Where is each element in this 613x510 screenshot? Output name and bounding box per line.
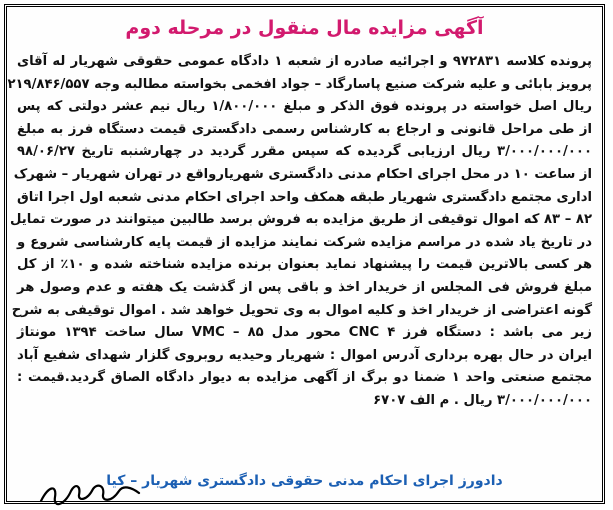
- notice-line-15: مجتمع صنعتی واحد ۱ ضمنا دو برگ از آگهی مزایده به دیوار دادگاه الصاق گردید.قیمت :: [17, 370, 592, 386]
- notice-line-1: پرونده کلاسه ۹۷۲۸۳۱ و اجرائیه صادره از شعبه ۱ دادگاه عمومی حقوقی شهریار له آقای: [17, 54, 592, 69]
- notice-line-4: از طی مراحل قانونی و ارجاع به کارشناس رسمی دادگستری قیمت دستگاه فرز به مبلغ: [17, 121, 592, 137]
- notice-title: آگهی مزایده مال منقول در مرحله دوم: [125, 17, 484, 39]
- notice-signature: دادورز اجرای احکام مدنی حقوقی دادگستری شهریار – کیا: [106, 473, 503, 489]
- notice-line-5: ۳/۰۰۰/۰۰۰/۰۰۰ ریال ارزیابی گردیده که سپس مقرر گردید در چهارشنبه تاریخ ۹۸/۰۶/۲۷: [17, 144, 592, 160]
- notice-line-16: ۳/۰۰۰/۰۰۰/۰۰۰ ریال . م الف ۶۷۰۷: [373, 392, 592, 408]
- handwritten-signature: [35, 479, 145, 507]
- notice-line-9: در تاریخ یاد شده در مراسم مزایده شرکت نمایند مزایده از قیمت پایه کارشناسی شروع و: [17, 234, 592, 250]
- notice-line-7: اداری مجتمع دادگستری شهریار طبقه همکف واحد اجرای احکام مدنی شعبه اول اجرا اتاق: [17, 189, 592, 205]
- notice-line-12: گونه اعتراضی از خریدار اخذ و کلیه اموال به وی تحویل خواهد شد . اموال توقیفی به شرح: [11, 302, 592, 318]
- notice-frame: [4, 4, 605, 504]
- notice-line-6: از ساعت ۱۰ در محل اجرای احکام مدنی دادگستری شهریارواقع در تهران شهریار – شهرک: [13, 166, 592, 182]
- notice-line-11: مبلغ فروش فی المجلس از خریدار اخذ و باقی پس از گذشت یک هفته و عدم وصول هر: [17, 279, 592, 295]
- notice-line-8: ۸۲ – ۸۳ که اموال توقیفی از طریق مزایده به فروش برسد طالبین میتوانند در صورت تمایل: [10, 212, 592, 228]
- notice-line-3: ریال اصل خواسته در پرونده فوق الذکر و مبلغ ۱/۸۰۰/۰۰۰ ریال نیم عشر دولتی که پس: [17, 99, 592, 115]
- notice-line-2: پرویز بابائی و علیه شرکت صنیع پاسارگاد – جواد افخمی بخواسته مطالبه وجه ۲۱۹/۸۴۶/۵۵۷: [7, 76, 592, 92]
- notice-line-14: ایران در حال بهره برداری آدرس اموال : شهریار وحیدیه روبروی گلزار شهدای شفیع آباد: [17, 347, 592, 363]
- notice-line-13: زیر می باشد : دستگاه فرز CNC ۴ محور مدل VMC – ۸۵ سال ساخت ۱۳۹۴ مونتاژ: [17, 325, 592, 341]
- notice-line-10: هر کسی بالاترین قیمت را پیشنهاد نماید بعنوان برنده مزایده شناخته شده و ۱۰٪ از کل: [17, 257, 592, 273]
- notice-body: [7, 51, 592, 413]
